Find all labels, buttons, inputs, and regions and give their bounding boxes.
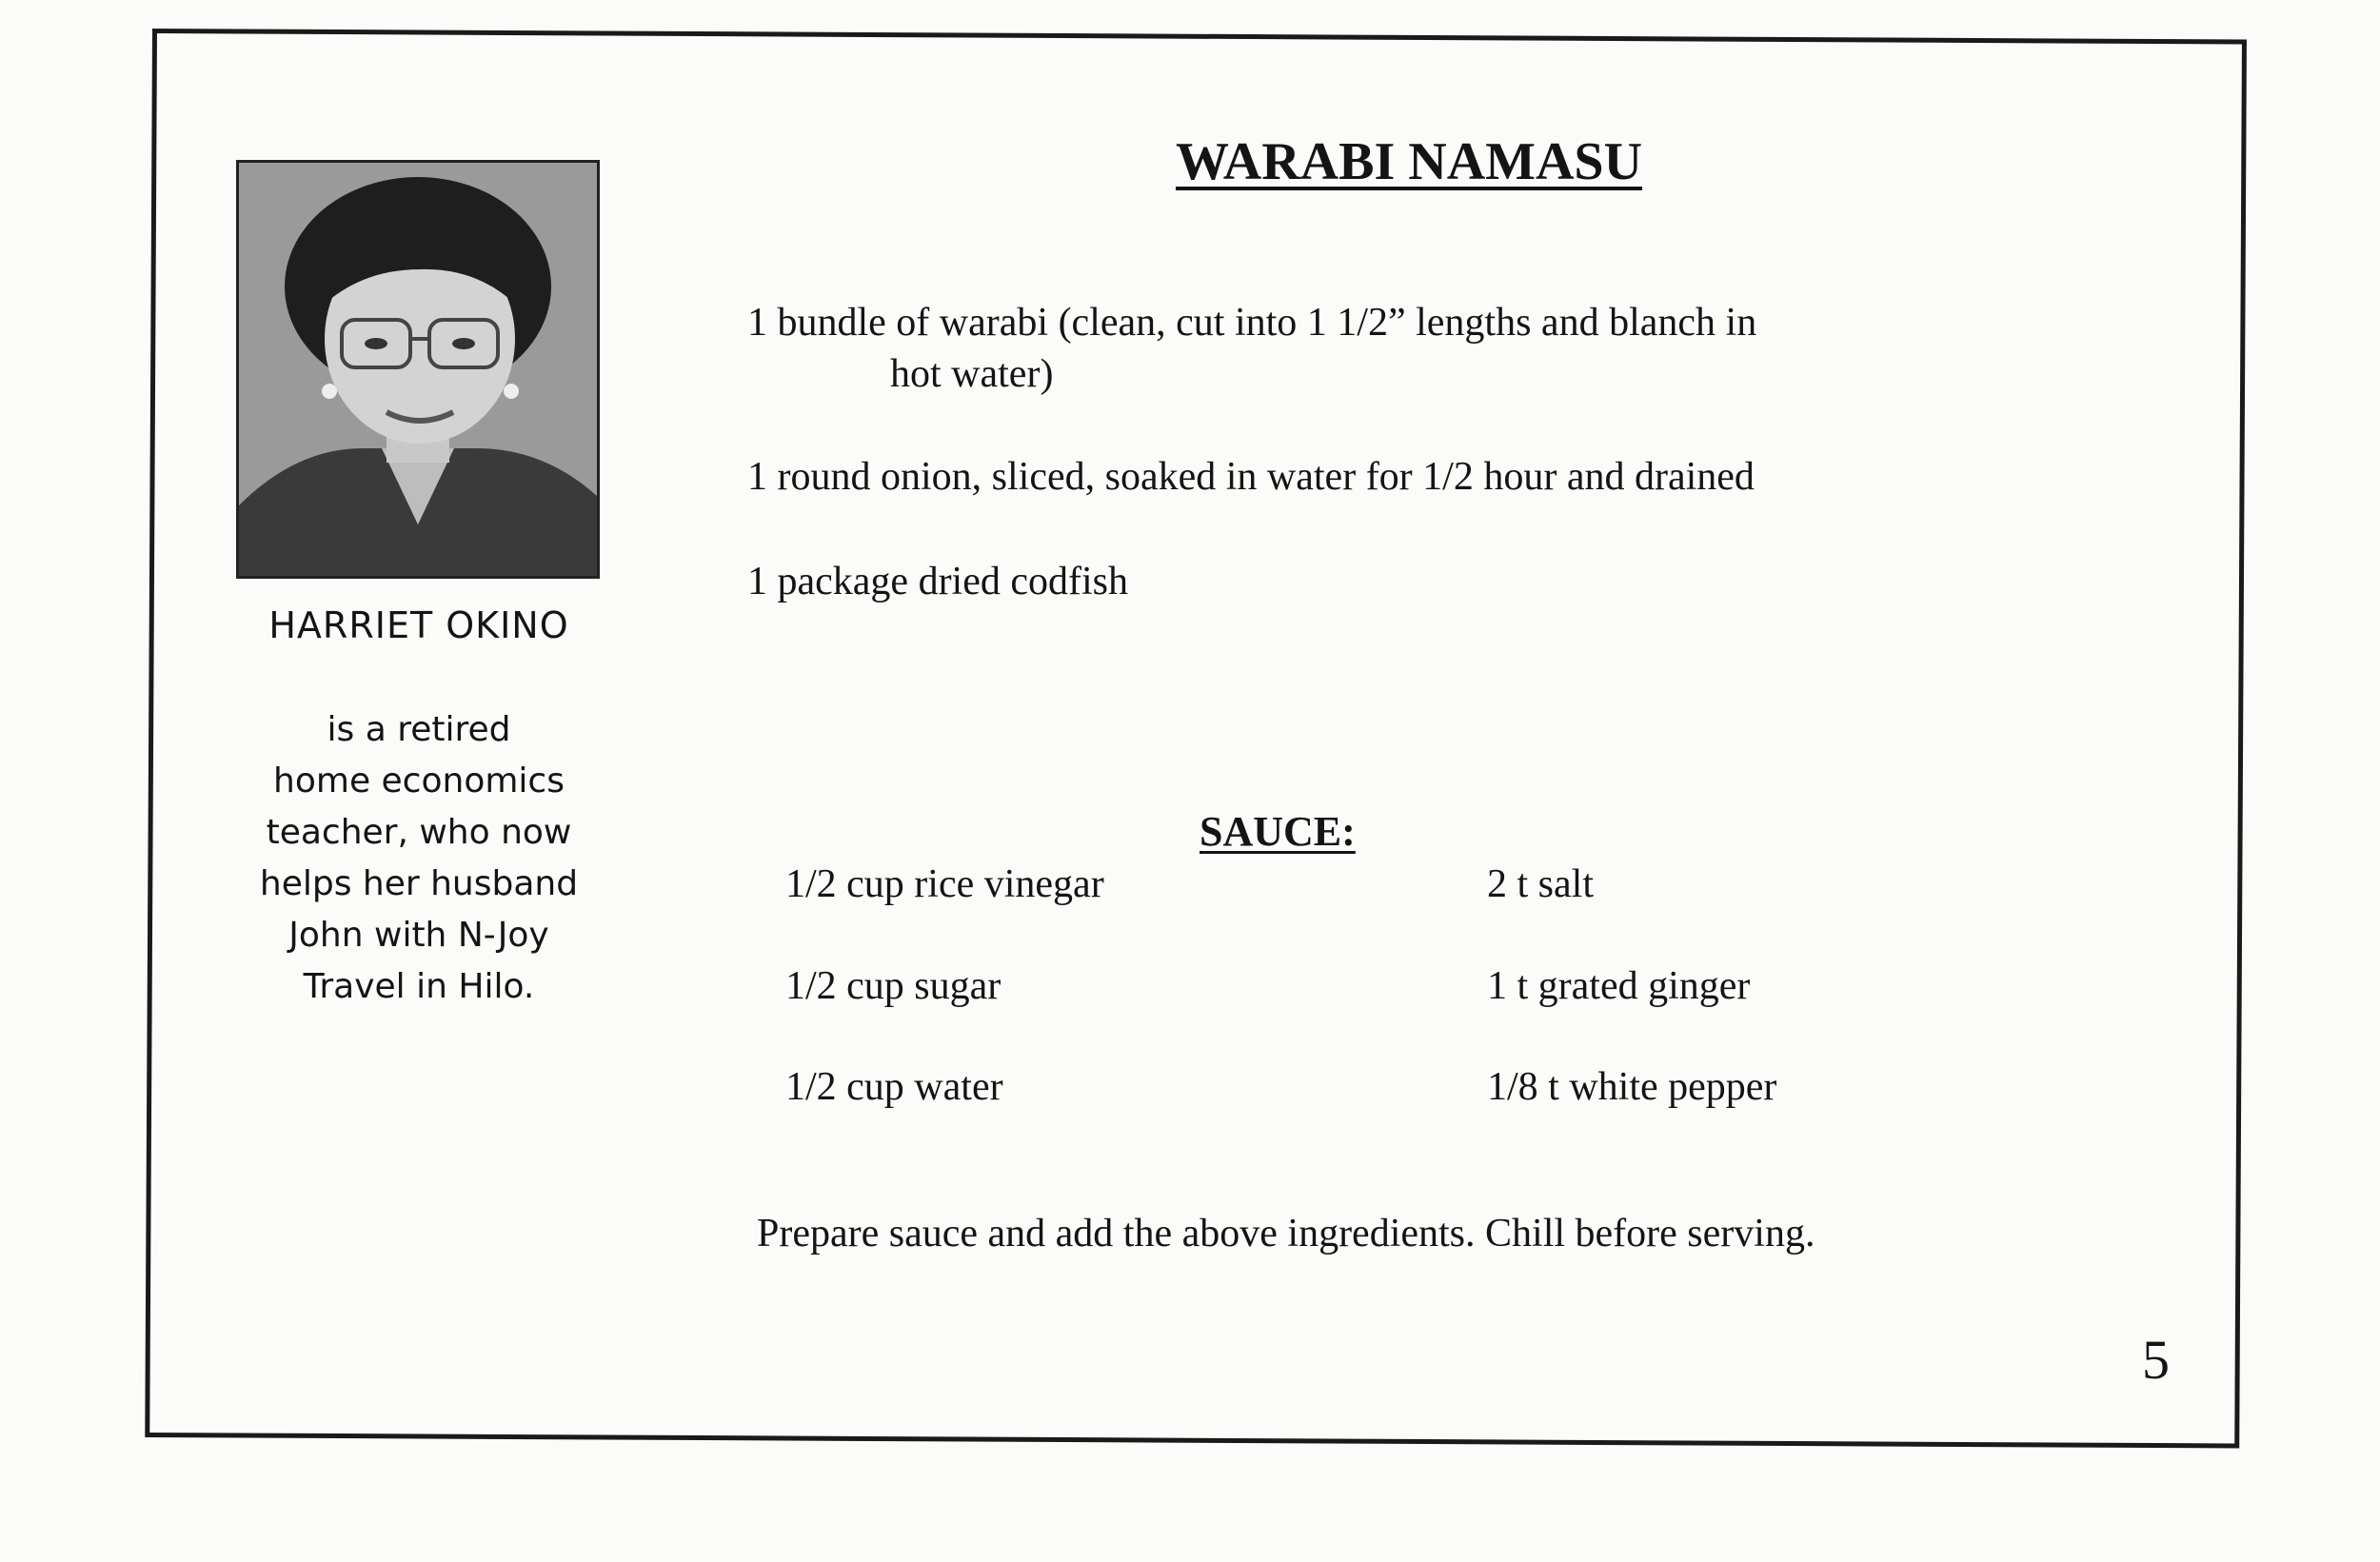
- ingredient-text: 1 round onion, sliced, soaked in water for 1/2 hour and drained: [747, 455, 1755, 499]
- bio-line: John with N-Joy: [288, 916, 549, 955]
- ingredient-text: 1 package dried codfish: [747, 560, 1129, 603]
- recipe-directions: Prepare sauce and add the above ingredients. Chill before serving.: [757, 1212, 1815, 1256]
- contributor-bio: [205, 704, 633, 1013]
- contributor-photo: [236, 160, 600, 579]
- page-number: 5: [2142, 1329, 2170, 1391]
- sauce-heading: SAUCE:: [1200, 808, 1356, 855]
- sauce-ingredient: 1/8 t white pepper: [1487, 1065, 1777, 1109]
- bio-line: is a retired: [327, 710, 511, 749]
- sauce-ingredient: 1/2 cup water: [785, 1065, 1003, 1109]
- recipe-title: WARABI NAMASU: [1175, 132, 1643, 191]
- sauce-ingredient: 2 t salt: [1487, 862, 1594, 906]
- ingredient-item: [747, 297, 2033, 400]
- sauce-ingredient: 1/2 cup rice vinegar: [785, 862, 1104, 906]
- bio-line: Travel in Hilo.: [303, 967, 535, 1006]
- ingredient-item: [747, 451, 2033, 503]
- bio-line: home economics: [273, 761, 565, 801]
- contributor-name: HARRIET OKINO: [268, 604, 569, 646]
- bio-line: helps her husband: [259, 864, 579, 903]
- ingredient-text: 1 bundle of warabi (clean, cut into 1 1/2” lengths and blanch in: [747, 301, 1757, 345]
- sauce-ingredient: 1/2 cup sugar: [785, 964, 1002, 1008]
- ingredient-item: [747, 556, 2033, 607]
- ingredient-continuation: hot water): [890, 352, 1054, 396]
- sauce-ingredient: 1 t grated ginger: [1487, 964, 1751, 1008]
- bio-line: teacher, who now: [266, 813, 572, 852]
